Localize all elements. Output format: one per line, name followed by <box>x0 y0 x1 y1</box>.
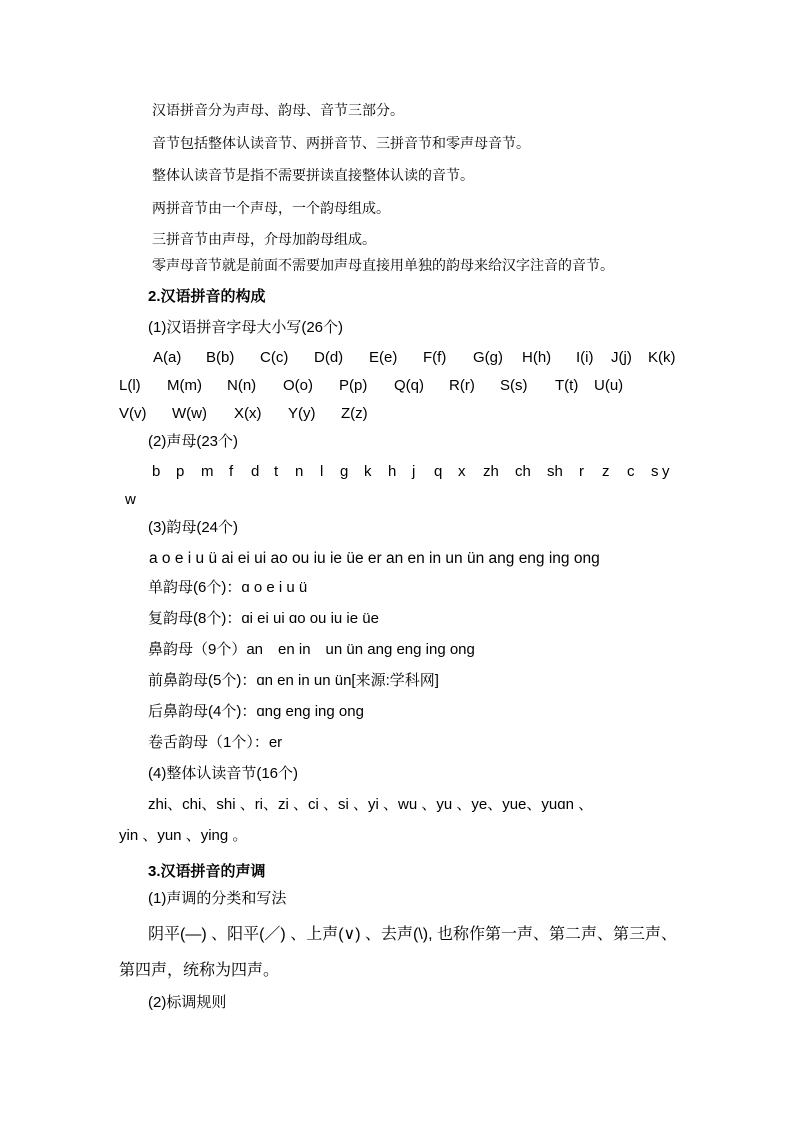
letter-pair: W(w) <box>172 405 207 422</box>
letter-pair: F(f) <box>423 349 447 366</box>
initial: h <box>388 463 397 480</box>
letter-pair: A(a) <box>153 349 182 366</box>
intro-line-5: 三拼音节由声母，介母加韵母组成。 <box>152 232 376 248</box>
initial: ch <box>515 463 531 480</box>
tones-line-2: 第四声，统称为四声。 <box>119 962 280 979</box>
letter-pair: J(j) <box>611 349 632 366</box>
initial: k <box>364 463 372 480</box>
letter-pair: V(v) <box>119 405 147 422</box>
initial: m <box>201 463 214 480</box>
initial: g <box>340 463 349 480</box>
letter-pair: B(b) <box>206 349 235 366</box>
letter-pair: Y(y) <box>288 405 316 422</box>
letter-pair: K(k) <box>648 349 676 366</box>
tones-line-1: 阴平(—) 、阳平(／) 、上声(∨) 、去声(\), 也称作第一声、第二声、第三声、 <box>148 926 678 943</box>
tone-types-subheading: (1)声调的分类和写法 <box>148 890 287 907</box>
initial: r <box>579 463 584 480</box>
letter-pair: T(t) <box>555 377 579 394</box>
back-nasal-finals: 后鼻韵母(4个)：ɑng eng ing ong <box>148 703 364 720</box>
initial: s <box>651 463 659 480</box>
intro-line-1: 汉语拼音分为声母、韵母、音节三部分。 <box>152 103 404 119</box>
letter-pair: X(x) <box>234 405 262 422</box>
letter-pair: H(h) <box>522 349 552 366</box>
initials-subheading: (2)声母(23个) <box>148 433 239 450</box>
initial: d <box>251 463 260 480</box>
initial: b <box>152 463 161 480</box>
simple-finals: 单韵母(6个)：ɑ o e i u ü <box>148 579 308 596</box>
initial: x <box>458 463 466 480</box>
letter-pair: M(m) <box>167 377 202 394</box>
initial: q <box>434 463 443 480</box>
initial: j <box>412 463 416 480</box>
letter-pair: N(n) <box>227 377 257 394</box>
letter-pair: C(c) <box>260 349 289 366</box>
letter-pair: O(o) <box>283 377 313 394</box>
nasal-finals: 鼻韵母（9个）an en in un ün ang eng ing ong <box>148 641 475 658</box>
intro-line-4: 两拼音节由一个声母，一个韵母组成。 <box>152 201 390 217</box>
letter-pair: R(r) <box>449 377 475 394</box>
initial: l <box>320 463 324 480</box>
front-nasal-finals: 前鼻韵母(5个)：ɑn en in un ün[来源:学科网] <box>148 672 439 689</box>
letter-pair: E(e) <box>369 349 398 366</box>
letter-pair: P(p) <box>339 377 368 394</box>
initial: n <box>295 463 304 480</box>
letters-subheading: (1)汉语拼音字母大小写(26个) <box>148 319 344 336</box>
initial: w <box>125 491 136 508</box>
intro-line-3: 整体认读音节是指不需要拼读直接整体认读的音节。 <box>152 168 474 184</box>
initial: f <box>229 463 234 480</box>
initial: t <box>274 463 279 480</box>
compound-finals: 复韵母(8个)：ɑi ei ui ɑo ou iu ie üe <box>148 610 379 627</box>
letter-pair: L(l) <box>119 377 141 394</box>
letter-pair: U(u) <box>594 377 624 394</box>
initial: c <box>627 463 635 480</box>
intro-line-6: 零声母音节就是前面不需要加声母直接用单独的韵母来给汉字注音的音节。 <box>152 258 614 274</box>
tone-marking-subheading: (2)标调规则 <box>148 994 227 1011</box>
initial: zh <box>483 463 499 480</box>
initial: y <box>662 463 670 480</box>
initial: p <box>176 463 185 480</box>
finals-line: a o e i u ü ai ei ui ao ou iu ie üe er an en in un ün ang eng ing ong <box>149 550 600 567</box>
whole-syllables-line-2: yin 、yun 、ying 。 <box>119 827 248 844</box>
initial: z <box>602 463 610 480</box>
section-2-heading: 2.汉语拼音的构成 <box>148 288 266 305</box>
whole-syllables-line-1: zhi、chi、shi 、ri、zi 、ci 、si 、yi 、wu 、yu 、ye、yue、yuɑn 、 <box>148 796 594 813</box>
letter-pair: S(s) <box>500 377 528 394</box>
initial: sh <box>547 463 563 480</box>
retroflex-final: 卷舌韵母（1个）：er <box>148 734 283 751</box>
letter-pair: G(g) <box>473 349 503 366</box>
whole-syllables-subheading: (4)整体认读音节(16个) <box>148 765 299 782</box>
letter-pair: I(i) <box>576 349 594 366</box>
finals-subheading: (3)韵母(24个) <box>148 519 239 536</box>
intro-line-2: 音节包括整体认读音节、两拼音节、三拼音节和零声母音节。 <box>152 136 530 152</box>
section-3-heading: 3.汉语拼音的声调 <box>148 863 266 880</box>
letter-pair: D(d) <box>314 349 344 366</box>
letter-pair: Z(z) <box>341 405 368 422</box>
letter-pair: Q(q) <box>394 377 424 394</box>
